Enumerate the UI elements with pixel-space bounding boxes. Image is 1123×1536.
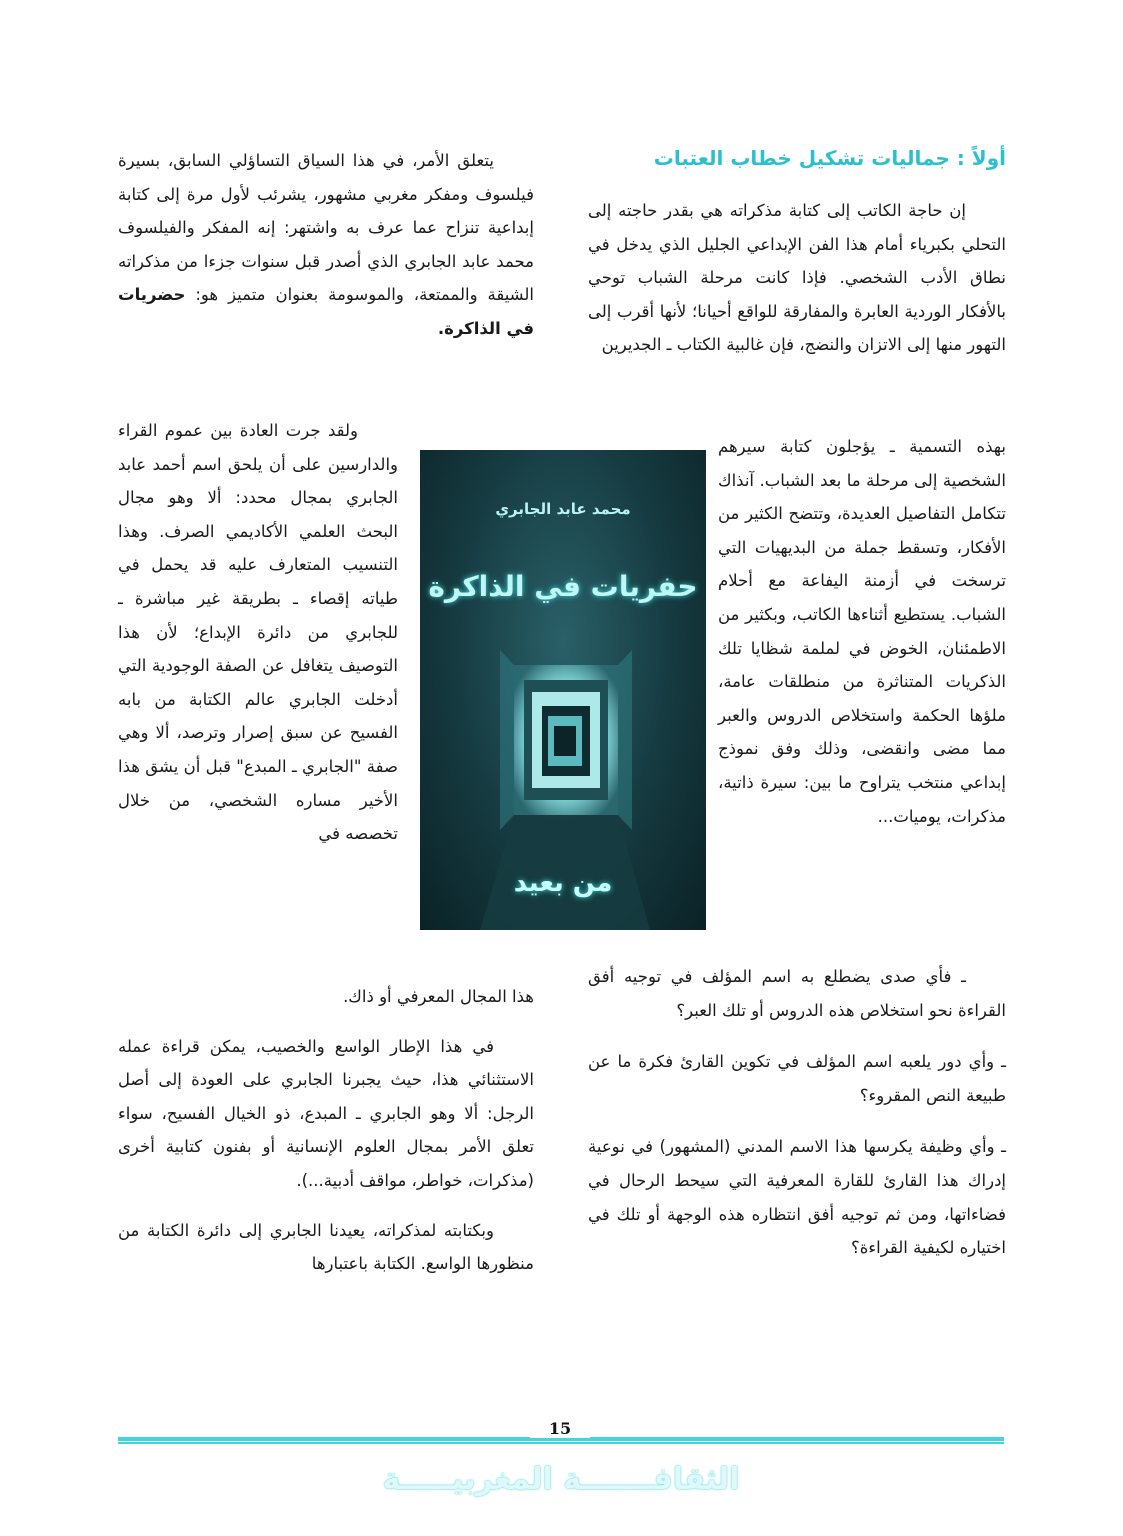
page-number: 15 xyxy=(530,1419,590,1438)
footer-rule-thin xyxy=(118,1442,1004,1444)
cover-author: محمد عابد الجابري xyxy=(495,500,631,518)
book-cover-image xyxy=(420,450,706,930)
cover-title: حفريات في الذاكرة xyxy=(428,570,698,603)
book-title-inline: حضريات في الذاكرة. xyxy=(118,285,534,338)
left-column-bottom xyxy=(118,980,534,1281)
magazine-name: الثقافـــــــة المغربيـــــة xyxy=(382,1462,740,1497)
book-cover-art xyxy=(420,450,706,930)
left-paragraph-2: ولقد جرت العادة بين عموم القراء والدارسين على أن يلحق اسم أحمد عابد الجابري بمجال محدد: ألا وهو مجال البحث العلمي الأكاديمي الصرف. وهذا التنسيب المتعارف عليه قد يحمل في طياته إقصاء ـ بطريقة غير مباشرة ـ للجابري من دائرة الإبداع؛ لأن هذا التوصيف يتغافل عن الصفة الوجودية التي أدخلت الجابري عالم الكتابة من بابه الفسيح عن سبق إصرار وترصد، ألا وهي صفة "الجابري ـ المبدع" قبل أن يشق هذا الأخير مساره الشخصي، من خلال تخصصه في xyxy=(118,421,398,844)
left-paragraph-1 xyxy=(118,144,534,346)
question-1: ـ فأي صدى يضطلع به اسم المؤلف في توجيه أفق القراءة نحو استخلاص هذه الدروس أو تلك العبر؟ xyxy=(588,967,1006,1020)
left-paragraph-1-text: يتعلق الأمر، في هذا السياق التساؤلي السابق، بسيرة فيلسوف ومفكر مغربي مشهور، يشرئب لأول مرة إلى كتابة إبداعية تنزاح عما عرف به واشتهر: إنه المفكر والفيلسوف محمد عابد الجابري الذي أصدر قبل سنوات جزءا من مذكراته الشيقة والممتعة، والموسومة بعنوان متميز هو: xyxy=(118,151,534,305)
right-column-narrow xyxy=(718,430,1006,833)
left-column-top xyxy=(118,144,534,346)
left-paragraph-3: في هذا الإطار الواسع والخصيب، يمكن قراءة عمله الاستثنائي هذا، حيث يجبرنا الجابري على العودة إلى أصل الرجل: ألا وهو الجابري ـ المبدع، ذو الخيال الفسيح، سواء تعلق الأمر بمجال العلوم الإنسانية أو بفنون كتابية أخرى (مذكرات، خواطر، مواقف أدبية...). xyxy=(118,1036,534,1190)
left-paragraph-2-end: هذا المجال المعرفي أو ذاك. xyxy=(343,987,534,1006)
left-paragraph-4: وبكتابته لمذكراته، يعيدنا الجابري إلى دائرة الكتابة من منظورها الواسع. الكتابة باعتبارها xyxy=(118,1220,534,1274)
question-3: ـ وأي وظيفة يكرسها هذا الاسم المدني (المشهور) في نوعية إدراك هذا القارئ للقارة المعرفية التي سيحط الرحال في فضاءاتها، ومن ثم توجيه أفق انتظاره هذه الوجهة أو تلك في اختياره لكيفية القراءة؟ xyxy=(588,1137,1006,1258)
right-column-bottom xyxy=(588,960,1006,1265)
left-column-narrow xyxy=(118,414,398,851)
right-paragraph-1-continued: بهذه التسمية ـ يؤجلون كتابة سيرهم الشخصية إلى مرحلة ما بعد الشباب. آنذاك تتكامل التفاصيل العديدة، وتتضح الكثير من الأفكار، وتسقط جملة من البديهيات التي ترسخت في أزمنة اليفاعة مع أحلام الشباب. يستطيع أثناءها الكاتب، وبكثير من الاطمئنان، الخوض في لملمة شظايا تلك الذكريات المتناثرة من منطلقات عامة، ملؤها الحكمة واستخلاص الدروس والعبر مما مضى وانقضى، وذلك وفق نموذج إبداعي منتخب يتراوح ما بين: سيرة ذاتية، مذكرات، يوميات... xyxy=(718,437,1006,826)
right-paragraph-1: إن حاجة الكاتب إلى كتابة مذكراته هي بقدر حاجته إلى التحلي بكبرياء أمام هذا الفن الإبداعي الجليل الذي يدخل في نطاق الأدب الشخصي. فإذا كانت مرحلة الشباب توحي بالأفكار الوردية العابرة والمفارقة للواقع أحيانا؛ لأنها أقرب إلى التهور منها إلى الاتزان والنضج، فإن غالبية الكتاب ـ الجديرين xyxy=(588,201,1006,355)
right-column-top xyxy=(588,194,1006,362)
cover-subtitle: من بعيد xyxy=(513,868,613,898)
section-heading: أولاً : جماليات تشكيل خطاب العتبات xyxy=(653,146,1006,170)
question-2: ـ وأي دور يلعبه اسم المؤلف في تكوين القارئ فكرة ما عن طبيعة النص المقروء؟ xyxy=(588,1052,1006,1105)
